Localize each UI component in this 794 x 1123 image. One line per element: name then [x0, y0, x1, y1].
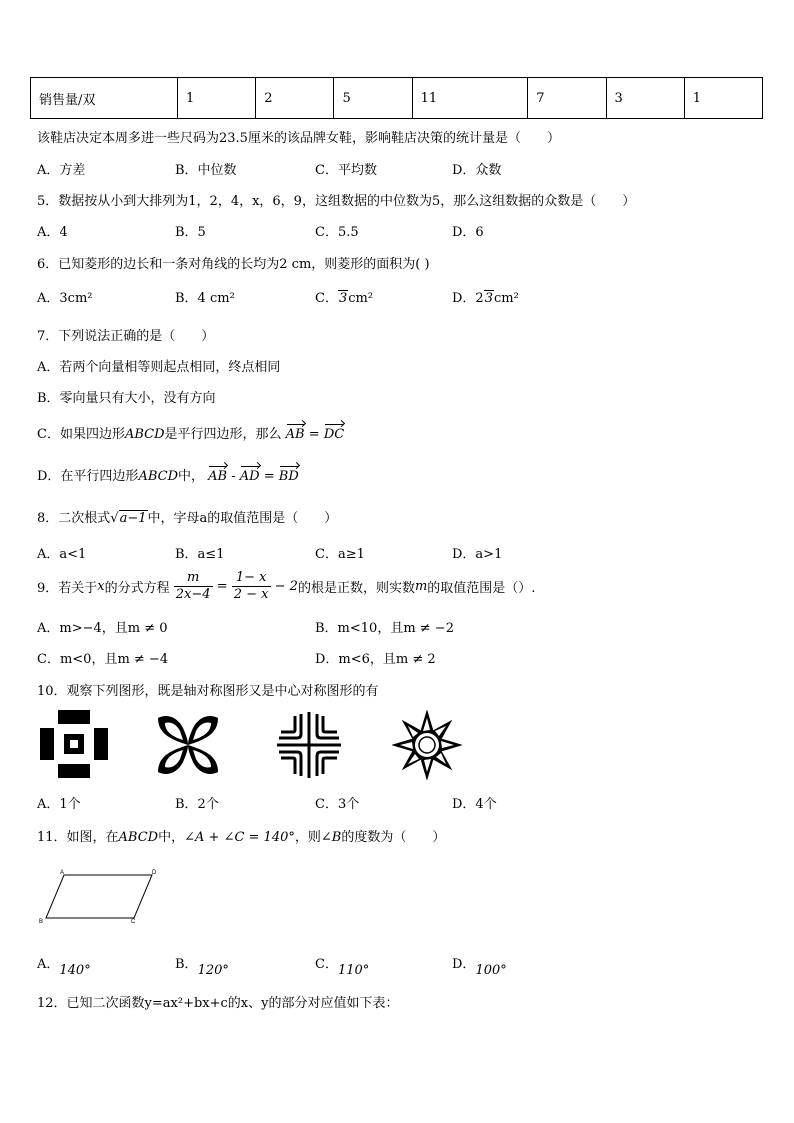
var-x: x	[97, 579, 105, 594]
q6-option-d-label: D．2	[452, 291, 484, 306]
q5-text: 5．数据按从小到大排列为1，2，4，x，6，9，这组数据的中位数为5，那么这组数据的众数是（ ）	[37, 194, 636, 209]
q11-option-c	[315, 953, 370, 978]
line-cross-figure	[275, 710, 343, 780]
unit: cm²	[493, 291, 519, 306]
text: 中，	[158, 830, 185, 845]
angle-condition: ∠A + ∠C = 140°	[184, 830, 295, 845]
value: 120°	[197, 963, 229, 978]
sqrt-symbol: √	[110, 511, 119, 526]
q4-option-b: B．中位数	[175, 163, 237, 178]
label: A．	[37, 957, 60, 972]
abcd: ABCD	[138, 469, 178, 484]
parallelogram-figure	[38, 868, 158, 926]
q5-option-c: C．5.5	[315, 225, 359, 240]
fraction-2	[232, 570, 271, 603]
table-cell: 1	[178, 78, 256, 119]
q6-option-c-label: C．	[315, 291, 338, 306]
text: 的取值范围是（）.	[427, 581, 536, 596]
q11-text	[37, 826, 445, 845]
q11-option-a	[37, 953, 91, 978]
denominator: 2 − x	[233, 587, 269, 602]
q4-option-a: A．方差	[37, 163, 86, 178]
unit: cm²	[348, 291, 374, 306]
q5-option-d: D．6	[452, 225, 484, 240]
q6-text: 6．已知菱形的边长和一条对角线的长均为2 cm，则菱形的面积为( )	[37, 257, 430, 272]
abcd: ABCD	[118, 830, 159, 845]
table-cell: 11	[412, 78, 528, 119]
q4-text: 该鞋店决定本周多进一些尺码为23.5厘米的该品牌女鞋，影响鞋店决策的统计量是（ ）	[37, 131, 560, 146]
table-cell: 2	[256, 78, 334, 119]
text: 11．如图，在	[37, 830, 119, 845]
q10-option-a: A．1个	[37, 797, 81, 812]
table-header-cell: 销售量/双	[31, 78, 178, 119]
text: 是平行四边形，那么	[164, 427, 282, 442]
numerator: 1− x	[232, 570, 271, 587]
q6-option-c	[315, 287, 373, 306]
vector-ad: AD	[239, 469, 260, 484]
vertex-d-label: D	[152, 870, 157, 876]
value: 140°	[59, 963, 91, 978]
text: 的度数为（ ）	[341, 830, 446, 845]
value: 110°	[337, 963, 370, 978]
q10-option-b: B．2个	[175, 797, 219, 812]
fraction-1	[174, 570, 213, 603]
q5-option-b: B．5	[175, 225, 206, 240]
square-spiral-figure	[40, 710, 108, 778]
angle-b: ∠B	[320, 830, 342, 845]
radicand: a−1	[119, 511, 147, 526]
q6-option-b: B．4 cm²	[175, 291, 235, 306]
q9-text	[37, 570, 535, 603]
abcd: ABCD	[124, 427, 165, 442]
q9-option-c: C．m<0，且m ≠ −4	[37, 652, 169, 667]
q9-option-b: B．m<10，且m ≠ −2	[315, 621, 454, 636]
sales-table	[30, 77, 763, 119]
q7-option-c	[37, 423, 344, 442]
text: 8．二次根式	[37, 511, 111, 526]
q8-option-b: B．a≤1	[175, 547, 225, 562]
vector-ab: AB	[285, 427, 305, 442]
q8-text	[37, 507, 337, 526]
value: 100°	[475, 963, 507, 978]
q9-option-a: A．m>−4，且m ≠ 0	[37, 621, 168, 636]
vector-ab: AB	[208, 469, 228, 484]
sqrt-sign: 3	[338, 291, 348, 306]
q8-option-a: A．a<1	[37, 547, 87, 562]
text: 的根是正数，则实数	[297, 581, 415, 596]
q8-option-d: D．a>1	[452, 547, 503, 562]
q10-option-d: D．4个	[452, 797, 497, 812]
q7-option-a: A．若两个向量相等则起点相同，终点相同	[37, 360, 281, 375]
equals: =	[308, 427, 320, 442]
q7-option-b: B．零向量只有大小，没有方向	[37, 391, 216, 406]
denominator: 2x−4	[175, 587, 211, 602]
label: C．	[315, 957, 338, 972]
var-m: m	[414, 579, 428, 594]
table-cell: 1	[684, 78, 762, 119]
four-petal-figure	[153, 710, 223, 780]
equals: =	[216, 579, 228, 594]
equals: =	[263, 469, 275, 484]
table-cell: 5	[334, 78, 412, 119]
q6-option-d	[452, 287, 519, 306]
table-cell: 3	[606, 78, 684, 119]
vertex-a-label: A	[60, 870, 65, 876]
text: 中，字母a的取值范围是（ ）	[147, 511, 338, 526]
q8-option-c: C．a≥1	[315, 547, 365, 562]
text: D．在平行四边形	[37, 469, 139, 484]
q10-text: 10．观察下列图形，既是轴对称图形又是中心对称图形的有	[37, 684, 379, 699]
q11-option-d	[452, 953, 507, 978]
text: C．如果四边形	[37, 427, 125, 442]
text: 9．若关于	[37, 581, 98, 596]
text: 中，	[178, 469, 205, 484]
vector-bd: BD	[278, 469, 299, 484]
vertex-c-label: C	[131, 919, 136, 925]
sqrt-sign: 3	[484, 291, 493, 306]
q7-text: 7．下列说法正确的是（ ）	[37, 329, 215, 344]
q9-option-d: D．m<6，且m ≠ 2	[315, 652, 436, 667]
q5-option-a: A．4	[37, 225, 68, 240]
numerator: m	[174, 570, 213, 587]
q10-option-c: C．3个	[315, 797, 360, 812]
text: 的分式方程	[104, 581, 170, 596]
star-circle-figure	[392, 710, 462, 780]
label: B．	[175, 957, 198, 972]
table-cell: 7	[528, 78, 606, 119]
q12-text: 12．已知二次函数y=ax²+bx+c的x、y的部分对应值如下表：	[37, 996, 399, 1011]
label: D．	[452, 957, 476, 972]
q4-option-c: C．平均数	[315, 163, 377, 178]
q6-option-a: A．3cm²	[37, 291, 93, 306]
q11-option-b	[175, 953, 229, 978]
table-row	[31, 78, 763, 119]
q4-option-d: D．众数	[452, 163, 502, 178]
vector-dc: DC	[323, 427, 345, 442]
minus: -	[231, 469, 236, 484]
text: ，则	[294, 830, 321, 845]
minus-two: − 2	[274, 579, 298, 594]
q7-option-d	[37, 465, 299, 484]
vertex-b-label: B	[39, 919, 44, 925]
